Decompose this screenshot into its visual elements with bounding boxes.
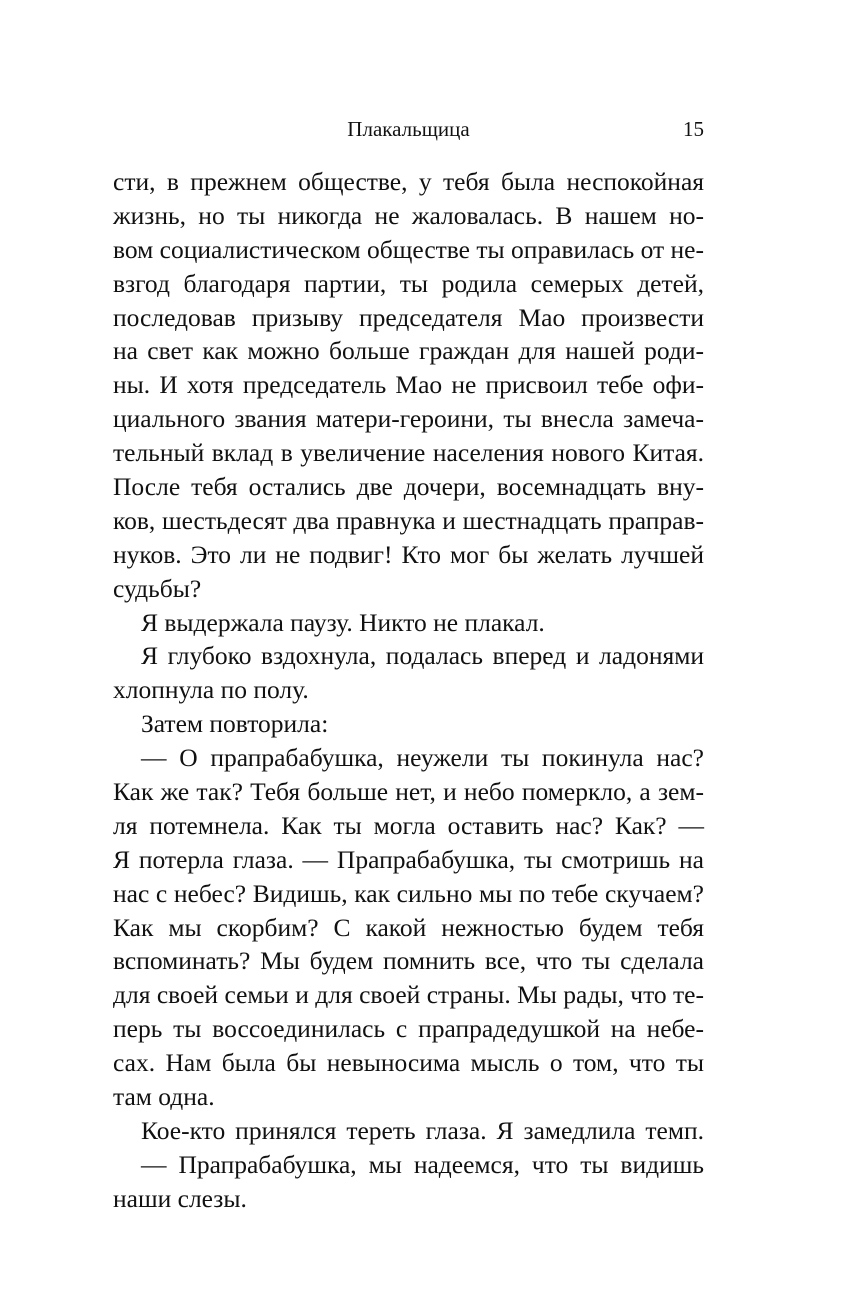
- text-line: вспоминать? Мы будем помнить все, что ты сделала: [113, 946, 704, 976]
- text-line: После тебя остались две дочери, восемнадцать вну-: [113, 472, 704, 502]
- text-line: Я глубоко вздохнула, подалась вперед и ладонями: [141, 641, 704, 671]
- text-line: хлопнула по полу.: [113, 675, 309, 705]
- text-line: ны. И хотя председатель Мао не присвоил тебе офи-: [113, 370, 704, 400]
- text-line: циального звания матери-героини, ты внесла замеча-: [113, 404, 704, 434]
- text-line: нас с небес? Видишь, как сильно мы по тебе скучаем?: [113, 878, 704, 908]
- text-line: Затем повторила:: [141, 709, 329, 739]
- text-line: наши слезы.: [113, 1183, 247, 1213]
- running-head: [113, 114, 704, 144]
- text-line: вом социалистическом обществе ты оправилась от не-: [113, 234, 704, 264]
- text-line: — Прапрабабушка, мы надеемся, что ты видишь: [141, 1149, 704, 1179]
- text-line: на свет как можно больше граждан для нашей роди-: [113, 336, 704, 366]
- text-line: нуков. Это ли не подвиг! Кто мог бы желать лучшей: [113, 539, 704, 569]
- text-line: тельный вклад в увеличение населения нового Китая.: [113, 438, 704, 468]
- text-line: ков, шестьдесят два правнука и шестнадцать праправ-: [113, 505, 704, 535]
- text-line: для своей семьи и для своей страны. Мы рады, что те-: [113, 980, 704, 1010]
- text-line: последовав призыву председателя Мао произвести: [113, 302, 704, 332]
- text-line: Я потерла глаза. — Прапрабабушка, ты смотришь на: [113, 844, 704, 874]
- text-line: Я выдержала паузу. Никто не плакал.: [141, 607, 545, 637]
- text-line: сах. Нам была бы невыносима мысль о том, что ты: [113, 1048, 704, 1078]
- page-number: 15: [683, 117, 704, 141]
- text-line: — О прапрабабушка, неужели ты покинула нас?: [141, 743, 704, 773]
- text-line: сти, в прежнем обществе, у тебя была неспокойная: [113, 167, 704, 196]
- text-line: взгод благодаря партии, ты родила семерых детей,: [113, 268, 704, 298]
- body-text: [113, 165, 704, 1216]
- text-line: Кое-кто принялся тереть глаза. Я замедлила темп.: [141, 1115, 704, 1145]
- text-line: судьбы?: [113, 573, 202, 603]
- running-title: Плакальщица: [347, 117, 470, 141]
- text-line: жизнь, но ты никогда не жаловалась. В нашем но-: [113, 200, 704, 230]
- text-line: Как мы скорбим? С какой нежностью будем тебя: [113, 912, 704, 942]
- text-line: перь ты воссоединилась с прапрадедушкой на небе-: [113, 1014, 704, 1044]
- text-line: Как же так? Тебя больше нет, и небо померкло, а зем-: [113, 777, 704, 807]
- text-line: там одна.: [113, 1082, 215, 1112]
- text-line: ля потемнела. Как ты могла оставить нас? Как? —: [113, 810, 704, 840]
